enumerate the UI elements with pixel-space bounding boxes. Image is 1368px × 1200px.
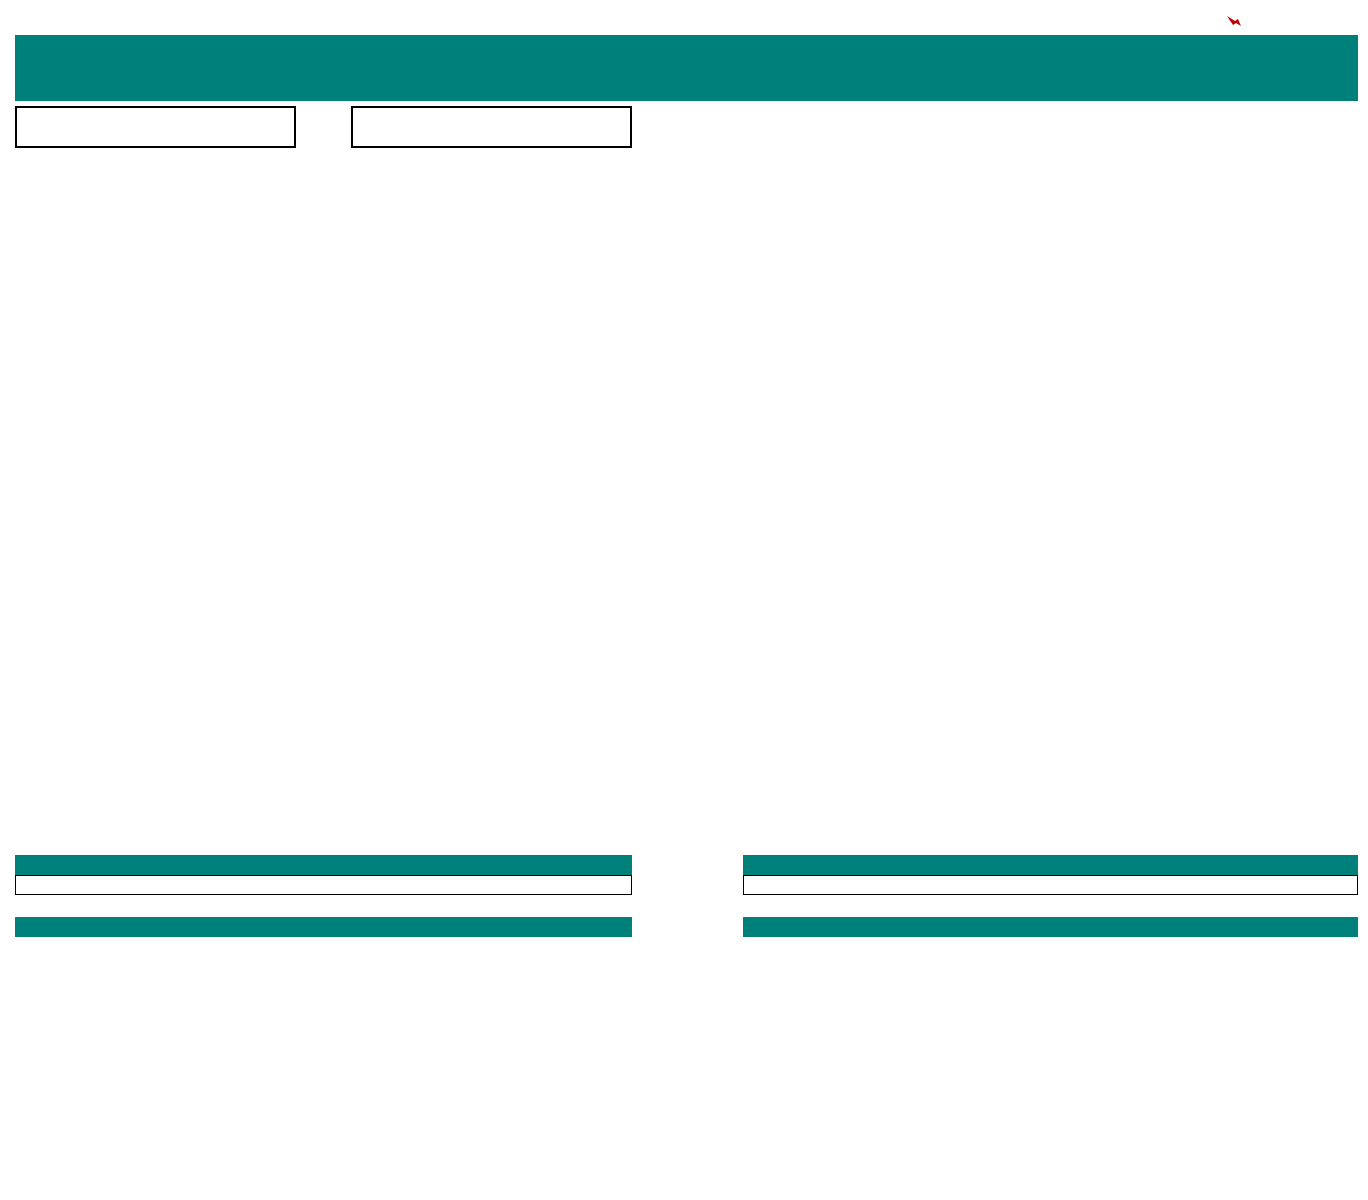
no-service-banner-welsh <box>15 855 632 875</box>
bws-powys-logo-icon <box>1226 14 1242 28</box>
days-box-english <box>351 106 632 148</box>
no-service-banner-english <box>743 855 1358 875</box>
valid-from-english <box>743 875 1358 895</box>
notes-banner-welsh <box>15 917 632 937</box>
notes-banner-english <box>743 917 1358 937</box>
days-box-welsh <box>15 106 296 148</box>
title-banner <box>15 35 1358 101</box>
valid-from-welsh <box>15 875 632 895</box>
